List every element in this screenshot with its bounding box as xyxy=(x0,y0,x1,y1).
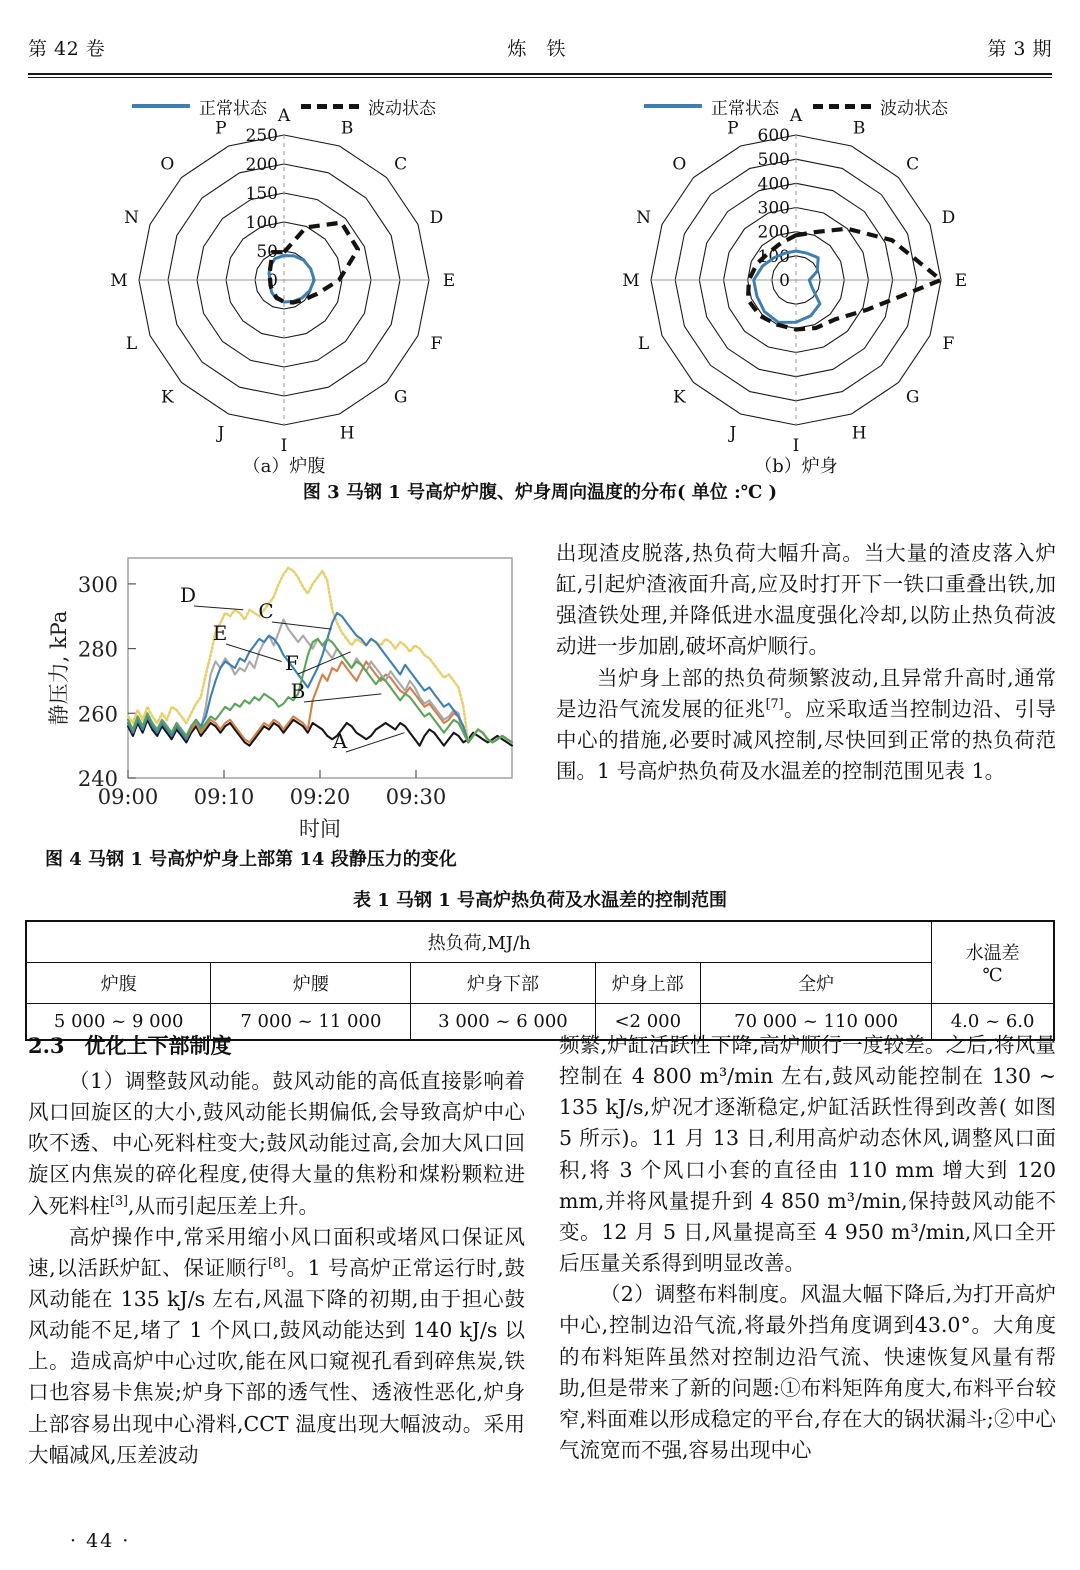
svg-text:260: 260 xyxy=(77,702,118,727)
svg-text:100: 100 xyxy=(245,213,278,233)
svg-text:M: M xyxy=(110,271,128,291)
table-cell: 4.0 ~ 6.0 xyxy=(932,1004,1054,1041)
svg-text:09:10: 09:10 xyxy=(193,785,255,809)
section-title: 优化上下部制度 xyxy=(84,1033,232,1058)
body-columns xyxy=(28,1030,1056,1471)
page-header xyxy=(28,34,1052,61)
table-header-water-temp xyxy=(932,921,1054,1004)
section-number: 2.3 xyxy=(28,1033,65,1058)
legend-entry-fluctuating xyxy=(301,94,436,119)
header-divider xyxy=(28,73,1052,78)
svg-text:C: C xyxy=(258,599,274,623)
left-column xyxy=(28,1030,525,1471)
svg-text:N: N xyxy=(636,207,651,228)
legend-entry-normal xyxy=(132,94,267,119)
svg-text:J: J xyxy=(217,423,225,444)
paragraph-text: 高炉操作中,常采用缩小风口面积或堵风口保证风速,以活跃炉缸、保证顺行[8]。1 号高炉正常运行时,鼓风动能在 135 kJ/s 左右,风温下降的初期,由于担心鼓风动能不足,堵了 1 个风口,鼓风动能达到 140 kJ/s 以上。造成高炉中心过吹,能在风口窥视孔看到碎焦炭,铁口也容易卡焦炭;炉身下部的透气性、透液性恶化,炉身上部容易出现中心滑料,CCT 温度出现大幅波动。采用大幅减风,压差波动 xyxy=(28,1224,525,1467)
table-col-header: 炉身下部 xyxy=(411,963,595,1004)
svg-text:L: L xyxy=(637,334,650,355)
svg-text:P: P xyxy=(215,118,227,139)
svg-text:D: D xyxy=(179,583,197,607)
right-column xyxy=(559,1030,1056,1471)
table-col-header: 炉腹 xyxy=(26,963,211,1004)
svg-text:B: B xyxy=(852,118,866,139)
header-volume: 第 42 卷 xyxy=(28,38,106,60)
paragraph-text: 频繁,炉缸活跃性下降,高炉顺行一度较差。之后,将风量控制在 4 800 m³/min 左右,鼓风动能控制在 130 ~ 135 kJ/s,炉况才逐渐稳定,炉缸活跃性得到改善( 如图 5 所示)。11 月 13 日,利用高炉动态休风,调整风口面积,将 3 个风口小套的直径由 110 mm 增大到 120 mm,并将风量提升到 4 850 m³/min,保持鼓风动能不变。12 月 5 日,风量提高至 4 950 m³/min,风口全开后压量关系得到明显改善。 xyxy=(559,1033,1056,1276)
table1-title: 表 1 马钢 1 号高炉热负荷及水温差的控制范围 xyxy=(352,890,728,911)
water-temp-unit: ℃ xyxy=(982,965,1003,986)
svg-text:静压力, kPa: 静压力, kPa xyxy=(47,610,71,726)
header-issue: 第 3 期 xyxy=(987,38,1052,60)
svg-text:0: 0 xyxy=(267,271,278,291)
svg-text:150: 150 xyxy=(245,184,278,204)
legend-entry-normal xyxy=(644,94,779,119)
svg-text:200: 200 xyxy=(757,222,790,243)
svg-text:09:00: 09:00 xyxy=(97,785,159,809)
figure3-container xyxy=(28,92,1052,492)
section-heading xyxy=(28,1030,525,1062)
dashed-line-icon xyxy=(301,104,359,109)
right-column-top-text xyxy=(556,538,1056,787)
svg-text:A: A xyxy=(277,106,291,126)
table-cell: 3 000 ~ 6 000 xyxy=(411,1004,595,1041)
solid-line-icon xyxy=(644,104,702,108)
svg-text:H: H xyxy=(851,423,867,444)
paragraph xyxy=(28,1066,525,1222)
table-cell: 7 000 ~ 11 000 xyxy=(211,1004,411,1041)
table-group-header: 热负荷,MJ/h xyxy=(26,921,932,963)
svg-text:K: K xyxy=(160,387,174,408)
figure4-container xyxy=(40,540,520,840)
paragraph-text: 出现渣皮脱落,热负荷大幅升高。当大量的渣皮落入炉缸,引起炉渣液面升高,应及时打开下一铁口重叠出铁,加强渣铁处理,并降低进水温度强化冷却,以防止热负荷波动进一步加剧,破坏高炉顺行。 xyxy=(556,541,1056,659)
svg-text:250: 250 xyxy=(245,126,278,146)
svg-text:N: N xyxy=(124,207,139,228)
paragraph xyxy=(28,1222,525,1471)
radar-chart-a xyxy=(64,92,504,492)
svg-text:0: 0 xyxy=(779,271,790,291)
svg-text:50: 50 xyxy=(256,242,278,262)
paragraph-text: （2）调整布料制度。风温大幅下降后,为打开高炉中心,控制边沿气流,将最外挡角度调到43.0°。大角度的布料矩阵虽然对控制边沿气流、快速恢复风量有帮助,但是带来了新的问题:①布料矩阵角度大,布料平台较窄,料面难以形成稳定的平台,存在大的锅状漏斗;②中心气流宽而不强,容易出现中心 xyxy=(559,1282,1056,1463)
svg-text:500: 500 xyxy=(757,150,790,171)
svg-text:O: O xyxy=(160,154,175,175)
figure4-plot xyxy=(40,540,520,840)
radar-b-caption: （b）炉身 xyxy=(754,456,838,477)
paragraph xyxy=(556,663,1056,788)
legend-label-normal: 正常状态 xyxy=(199,98,267,119)
svg-text:E: E xyxy=(212,621,228,645)
svg-text:100: 100 xyxy=(757,246,790,267)
svg-text:09:20: 09:20 xyxy=(289,785,351,809)
svg-text:A: A xyxy=(789,106,803,126)
paragraph-text: （1）调整鼓风动能。鼓风动能的高低直接影响着风口回旋区的大小,鼓风动能长期偏低,会导致高炉中心吹不透、中心死料柱变大;鼓风动能过高,会加大风口回旋区内焦炭的碎化程度,使得大量的焦粉和煤粉颗粒进入死料柱[3],从而引起压差上升。 xyxy=(28,1068,525,1218)
radar-a-caption: （a）炉腹 xyxy=(242,456,326,477)
paragraph xyxy=(559,1279,1056,1466)
table-cell: 70 000 ~ 110 000 xyxy=(700,1004,931,1041)
svg-text:D: D xyxy=(941,207,956,228)
svg-text:240: 240 xyxy=(77,767,118,791)
figure4-caption: 图 4 马钢 1 号高炉炉身上部第 14 段静压力的变化 xyxy=(45,849,457,870)
solid-line-icon xyxy=(132,104,190,108)
header-journal-title: 炼 铁 xyxy=(507,38,573,60)
svg-text:C: C xyxy=(906,154,920,175)
svg-text:G: G xyxy=(393,387,408,408)
svg-text:C: C xyxy=(394,154,408,175)
table-row-column-headers xyxy=(26,963,1054,1004)
svg-text:E: E xyxy=(442,271,456,291)
svg-text:I: I xyxy=(280,436,288,456)
svg-text:200: 200 xyxy=(245,155,278,175)
svg-text:280: 280 xyxy=(77,637,118,662)
svg-text:300: 300 xyxy=(757,198,790,219)
table-cell: <2 000 xyxy=(595,1004,700,1041)
svg-text:400: 400 xyxy=(757,174,790,195)
svg-text:O: O xyxy=(672,154,687,175)
table-row-group-header xyxy=(26,921,1054,963)
table-col-header: 全炉 xyxy=(700,963,931,1004)
svg-text:I: I xyxy=(792,436,800,456)
svg-text:F: F xyxy=(942,334,955,355)
svg-text:E: E xyxy=(954,271,968,291)
water-temp-label: 水温差 xyxy=(965,943,1020,964)
svg-text:K: K xyxy=(672,387,686,408)
svg-text:时间: 时间 xyxy=(299,817,341,841)
svg-text:M: M xyxy=(622,271,640,291)
paragraph xyxy=(559,1030,1056,1279)
table1 xyxy=(25,920,1055,1041)
svg-text:J: J xyxy=(729,423,737,444)
svg-text:600: 600 xyxy=(757,126,790,146)
page-number: · 44 · xyxy=(70,1530,131,1552)
svg-text:B: B xyxy=(290,679,306,703)
legend-label-fluctuating: 波动状态 xyxy=(368,98,436,119)
legend-label-normal: 正常状态 xyxy=(711,98,779,119)
dashed-line-icon xyxy=(813,104,871,109)
figure3-caption: 图 3 马钢 1 号高炉炉腹、炉身周向温度的分布( 单位 :℃ ) xyxy=(302,482,778,503)
legend-label-fluctuating: 波动状态 xyxy=(880,98,948,119)
svg-text:300: 300 xyxy=(77,572,118,597)
svg-text:09:30: 09:30 xyxy=(385,785,447,809)
table-col-header: 炉身上部 xyxy=(595,963,700,1004)
legend-entry-fluctuating xyxy=(813,94,948,119)
table-cell: 5 000 ~ 9 000 xyxy=(26,1004,211,1041)
svg-text:D: D xyxy=(429,207,444,228)
paragraph xyxy=(556,538,1056,663)
svg-text:P: P xyxy=(727,118,739,139)
paragraph-text: 当炉身上部的热负荷频繁波动,且异常升高时,通常是边沿气流发展的征兆[7]。应采取适当控制边沿、引导中心的措施,必要时减风控制,尽快回到正常的热负荷范围。1 号高炉热负荷及水温差的控制范围见表 1。 xyxy=(556,665,1057,784)
svg-text:L: L xyxy=(125,334,138,355)
radar-chart-b xyxy=(576,92,1016,492)
svg-text:A: A xyxy=(332,729,348,753)
svg-text:F: F xyxy=(285,651,299,675)
table-col-header: 炉腰 xyxy=(211,963,411,1004)
svg-text:G: G xyxy=(905,387,920,408)
svg-text:B: B xyxy=(340,118,354,139)
svg-text:F: F xyxy=(430,334,443,355)
svg-text:H: H xyxy=(339,423,355,444)
